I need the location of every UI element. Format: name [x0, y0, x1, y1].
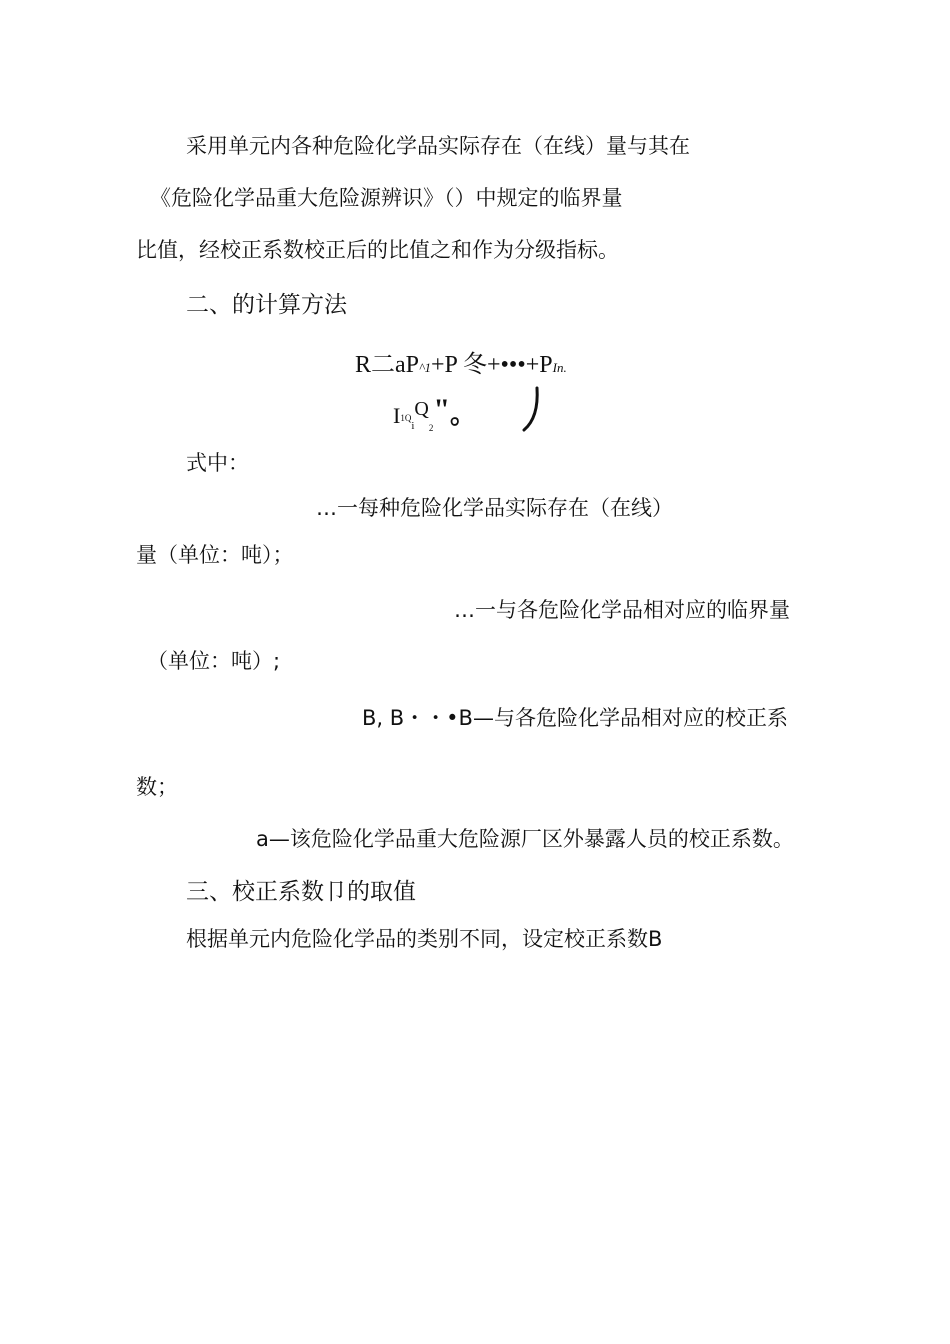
paragraph-line-2: 《危险化学品重大危险源辨识》（）中规定的临界量 — [150, 186, 623, 210]
definition-b-line-1: B, B・・•B—与各危险化学品相对应的校正系 — [362, 706, 788, 730]
formula-paren-icon — [520, 384, 542, 436]
section-heading-3: 三、校正系数卩的取值 — [186, 879, 416, 905]
formula-fragment-e: 2 — [428, 423, 434, 433]
formula-fragment-b: 1Q — [400, 413, 412, 423]
definition-q1-line-2: 量（单位：吨）； — [136, 543, 294, 567]
formula-subscript-1: ^1 — [419, 360, 431, 375]
definition-b-line-2: 数； — [136, 775, 178, 799]
where-label: 式中： — [186, 451, 249, 475]
formula-subscript-2: In. — [552, 360, 567, 375]
formula-fragment-q: Q — [414, 398, 429, 420]
definition-q1-line-1: …一每种危险化学品实际存在（在线） — [316, 496, 673, 520]
formula-sigma-fragment: I — [393, 403, 401, 428]
section-3-text: 根据单元内危险化学品的类别不同，设定校正系数B — [186, 927, 663, 951]
paragraph-line-3: 比值，经校正系数校正后的比值之和作为分级指标。 — [136, 238, 619, 262]
formula-fragment-period: 。 — [450, 400, 477, 429]
definition-q2-line-1: …一与各危险化学品相对应的临界量 — [454, 598, 790, 622]
formula-line-2 — [393, 394, 476, 443]
formula-middle: +P 冬+•••+P — [431, 352, 553, 378]
formula-lhs: R二aP — [355, 352, 420, 378]
paragraph-line-1: 采用单元内各种危险化学品实际存在（在线）量与其在 — [186, 134, 690, 158]
formula-fragment-quote: " — [433, 393, 450, 426]
formula-fragment-c: i — [411, 420, 415, 432]
definition-a-line: a—该危险化学品重大危险源厂区外暴露人员的校正系数。 — [256, 827, 794, 851]
formula-line-1 — [355, 350, 567, 383]
definition-q2-line-2: （单位：吨）; — [147, 649, 281, 673]
section-heading-2: 二、的计算方法 — [186, 292, 347, 318]
